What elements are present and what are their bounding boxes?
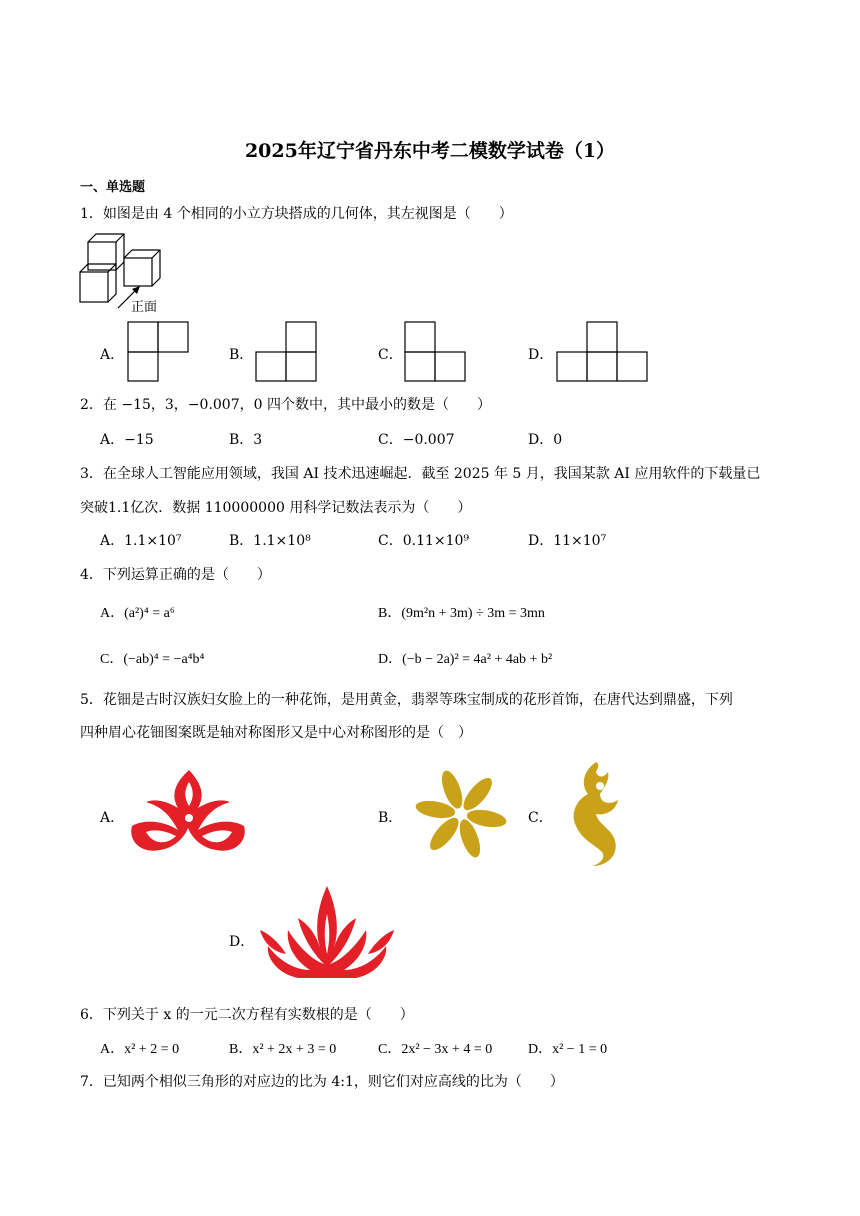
- q4-option-d[interactable]: D．(−b − 2a)² = 4a² + 4ab + b²: [378, 652, 553, 667]
- q2-option-d[interactable]: D．0: [528, 432, 563, 448]
- red-lotus-icon: [258, 884, 396, 980]
- q6-option-d[interactable]: D．x² − 1 = 0: [528, 1042, 608, 1057]
- q3-option-a[interactable]: A．1.1×10⁷: [100, 533, 182, 549]
- q4-option-a[interactable]: A．(a²)⁴ = a⁶: [100, 606, 175, 621]
- q3-option-c[interactable]: C．0.11×10⁹: [378, 533, 470, 549]
- q1-option-c-label[interactable]: C．: [378, 347, 403, 363]
- q1-option-d-figure: [556, 321, 648, 382]
- q1-stem: 1．如图是由 4 个相同的小立方块搭成的几何体，其左视图是（ ）: [80, 206, 513, 222]
- gold-swirl-icon: [566, 760, 626, 868]
- q6-option-a[interactable]: A．x² + 2 = 0: [100, 1042, 180, 1057]
- q6-option-b[interactable]: B．x² + 2x + 3 = 0: [229, 1042, 337, 1057]
- q6-option-c[interactable]: C．2x² − 3x + 4 = 0: [378, 1042, 493, 1057]
- q1-option-b-label[interactable]: B．: [229, 347, 254, 363]
- q2-option-b[interactable]: B．3: [229, 432, 263, 448]
- q2-option-a[interactable]: A．−15: [100, 432, 154, 448]
- q1-front-label: 正面: [131, 300, 158, 315]
- q5-option-d-label[interactable]: D．: [229, 934, 255, 950]
- q1-option-c-figure: [404, 321, 466, 382]
- q5-option-c-label[interactable]: C．: [528, 810, 553, 826]
- q5-stem-line2: 四种眉心花钿图案既是轴对称图形又是中心对称图形的是（ ）: [80, 725, 472, 741]
- q3-stem-line2: 突破1.1亿次．数据 110000000 用科学记数法表示为（ ）: [80, 500, 472, 516]
- q4-option-b[interactable]: B．(9m²n + 3m) ÷ 3m = 3mn: [378, 606, 545, 621]
- q1-option-a-figure: [127, 321, 189, 382]
- q3-option-b[interactable]: B．1.1×10⁸: [229, 533, 311, 549]
- red-flower-icon: [126, 768, 252, 860]
- q4-stem: 4．下列运算正确的是（ ）: [80, 567, 271, 583]
- q1-option-a-label[interactable]: A．: [100, 347, 125, 363]
- section-heading: 一、单选题: [80, 180, 146, 195]
- q5-stem-line1: 5．花钿是古时汉族妇女脸上的一种花饰，是用黄金，翡翠等珠宝制成的花形首饰，在唐代达到鼎盛，下列: [80, 692, 733, 708]
- q7-stem: 7．已知两个相似三角形的对应边的比为 4:1，则它们对应高线的比为（ ）: [80, 1074, 564, 1090]
- gold-flower-icon: [406, 766, 516, 862]
- q5-option-a-label[interactable]: A．: [100, 810, 125, 826]
- q5-option-b-label[interactable]: B．: [378, 810, 403, 826]
- page-title: 2025年辽宁省丹东中考二模数学试卷（1）: [244, 140, 616, 162]
- q1-option-d-label[interactable]: D．: [528, 347, 554, 363]
- q1-option-b-figure: [255, 321, 317, 382]
- q3-stem-line1: 3．在全球人工智能应用领域，我国 AI 技术迅速崛起．截至 2025 年 5 月，我国某款 AI 应用软件的下载量已: [80, 466, 761, 482]
- q4-option-c[interactable]: C．(−ab)⁴ = −a⁴b⁴: [100, 652, 205, 667]
- q3-option-d[interactable]: D．11×10⁷: [528, 533, 607, 549]
- q6-stem: 6．下列关于 x 的一元二次方程有实数根的是（ ）: [80, 1007, 414, 1023]
- q2-option-c[interactable]: C．−0.007: [378, 432, 455, 448]
- q2-stem: 2．在 −15，3，−0.007，0 四个数中，其中最小的数是（ ）: [80, 397, 491, 413]
